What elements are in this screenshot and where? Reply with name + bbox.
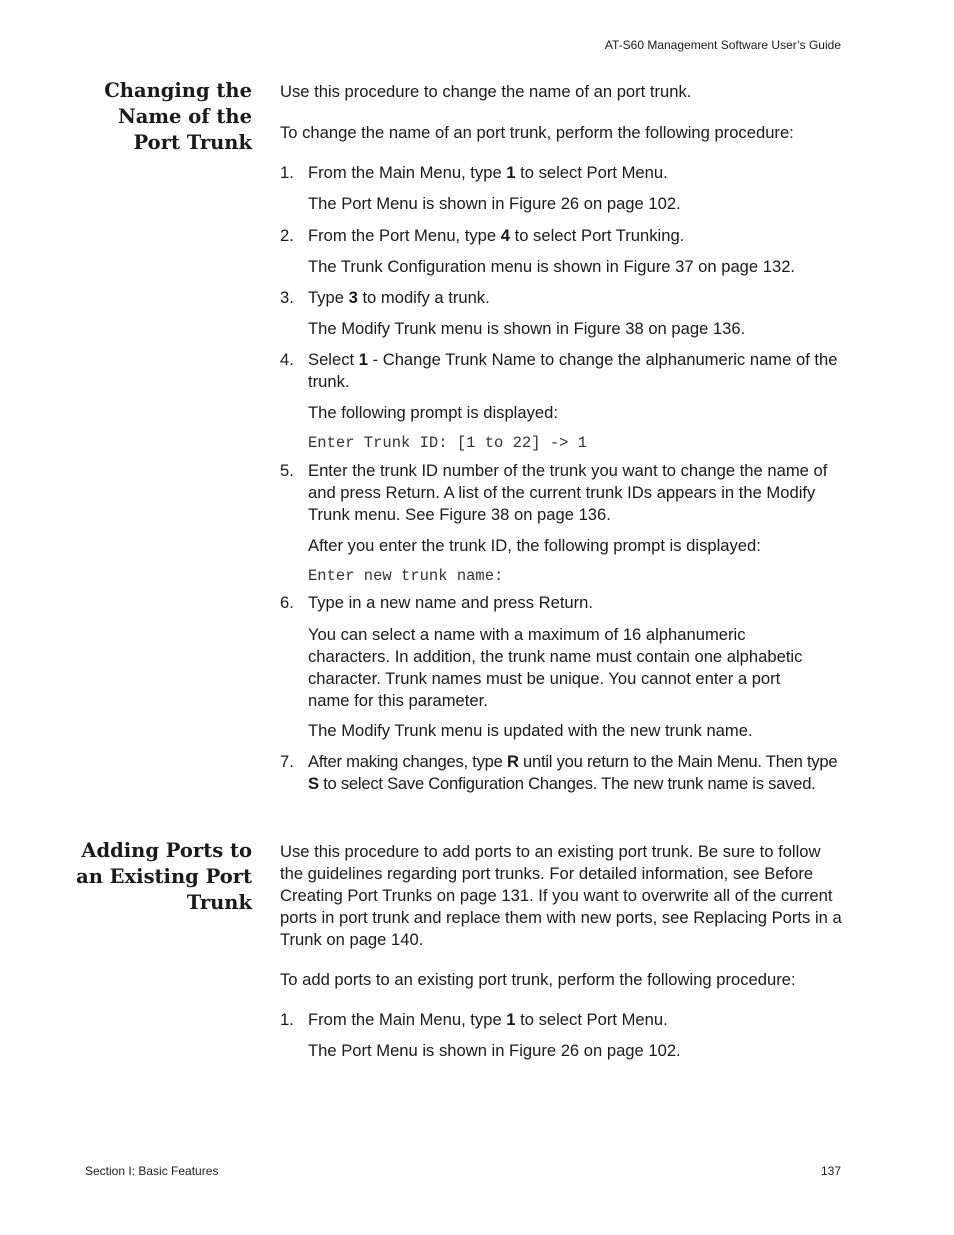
step-number: 2. (280, 226, 294, 245)
console-prompt: Enter Trunk ID: [1 to 22] -> 1 (308, 434, 588, 452)
section1-lead: To change the name of an port trunk, perform the following procedure: (280, 123, 794, 142)
step-number: 4. (280, 350, 294, 369)
step-text: to modify a trunk. (357, 288, 490, 307)
step-text: to select Port Menu. (515, 1010, 668, 1029)
footer-section: Section I: Basic Features (85, 1164, 219, 1178)
heading-line: Port Trunk (133, 131, 252, 154)
step-text: Enter the trunk ID number of the trunk you want to change the name of and press Return. A list of the current trunk IDs appears in the Modify Trunk menu. See Figure 38 on page 136. (308, 461, 828, 524)
section2-lead: To add ports to an existing port trunk, perform the following procedure: (280, 970, 796, 989)
step-number: 1. (280, 1010, 294, 1029)
step-text: From the Main Menu, type (308, 163, 507, 182)
key-command: 1 (506, 1010, 516, 1029)
step-note: The Modify Trunk menu is shown in Figure 38 on page 136. (308, 319, 746, 338)
key-command: 1 (358, 350, 368, 369)
step-note: The Trunk Configuration menu is shown in Figure 37 on page 132. (308, 257, 796, 276)
section-heading-add-ports (52, 838, 252, 916)
step-note: After you enter the trunk ID, the following prompt is displayed: (308, 536, 761, 555)
heading-line: Changing the (104, 79, 252, 102)
step-note: The following prompt is displayed: (308, 403, 558, 422)
step-number: 6. (280, 593, 294, 612)
step-note: The Modify Trunk menu is updated with the new trunk name. (308, 721, 753, 740)
key-command: R (506, 752, 519, 771)
heading-line: Name of the (117, 105, 252, 128)
running-header: AT-S60 Management Software User’s Guide (604, 38, 841, 52)
section1-intro: Use this procedure to change the name of an port trunk. (280, 82, 692, 101)
heading-line: an Existing Port (76, 865, 252, 888)
page-number: 137 (820, 1164, 841, 1178)
step-text: Type (308, 288, 349, 307)
heading-line: Trunk (186, 891, 252, 914)
key-command: 3 (348, 288, 358, 307)
heading-line: Adding Ports to (81, 839, 252, 862)
section2-intro: Use this procedure to add ports to an existing port trunk. Be sure to follow the guidelines regarding port trunks. For detailed information, see Before Creating Port Trunks on page 131. If you want to overwrite all of the current ports in port trunk and replace them with new ports, see Replacing Ports in a Trunk on page 140. (280, 842, 842, 949)
step-text: to select Port Trunking. (509, 226, 685, 245)
section-heading-change-trunk-name (52, 78, 252, 156)
step-number: 3. (280, 288, 294, 307)
step-text: From the Main Menu, type (308, 1010, 507, 1029)
key-command: S (308, 774, 319, 793)
step-text: Type in a new name and press Return. (308, 593, 594, 612)
step-text: From the Port Menu, type (308, 226, 501, 245)
step-number: 7. (280, 752, 294, 771)
step-note: You can select a name with a maximum of 16 alphanumeric characters. In addition, the trunk name must contain one alphabetic character. Trunk names must be unique. You cannot enter a port name for this parameter. (308, 625, 803, 710)
step-number: 1. (280, 163, 294, 182)
step-text: Select (308, 350, 359, 369)
step-text: until you return to the Main Menu. Then type (518, 752, 838, 771)
key-command: 1 (506, 163, 516, 182)
step-text: After making changes, type (308, 752, 507, 771)
key-command: 4 (500, 226, 510, 245)
step-note: The Port Menu is shown in Figure 26 on page 102. (308, 194, 681, 213)
step-text: - Change Trunk Name to change the alphanumeric name of the trunk. (308, 350, 838, 391)
step-text: to select Port Menu. (515, 163, 668, 182)
step-text: to select Save Configuration Changes. The new trunk name is saved. (318, 774, 816, 793)
step-note: The Port Menu is shown in Figure 26 on page 102. (308, 1041, 681, 1060)
step-number: 5. (280, 461, 294, 480)
console-prompt: Enter new trunk name: (308, 567, 504, 585)
